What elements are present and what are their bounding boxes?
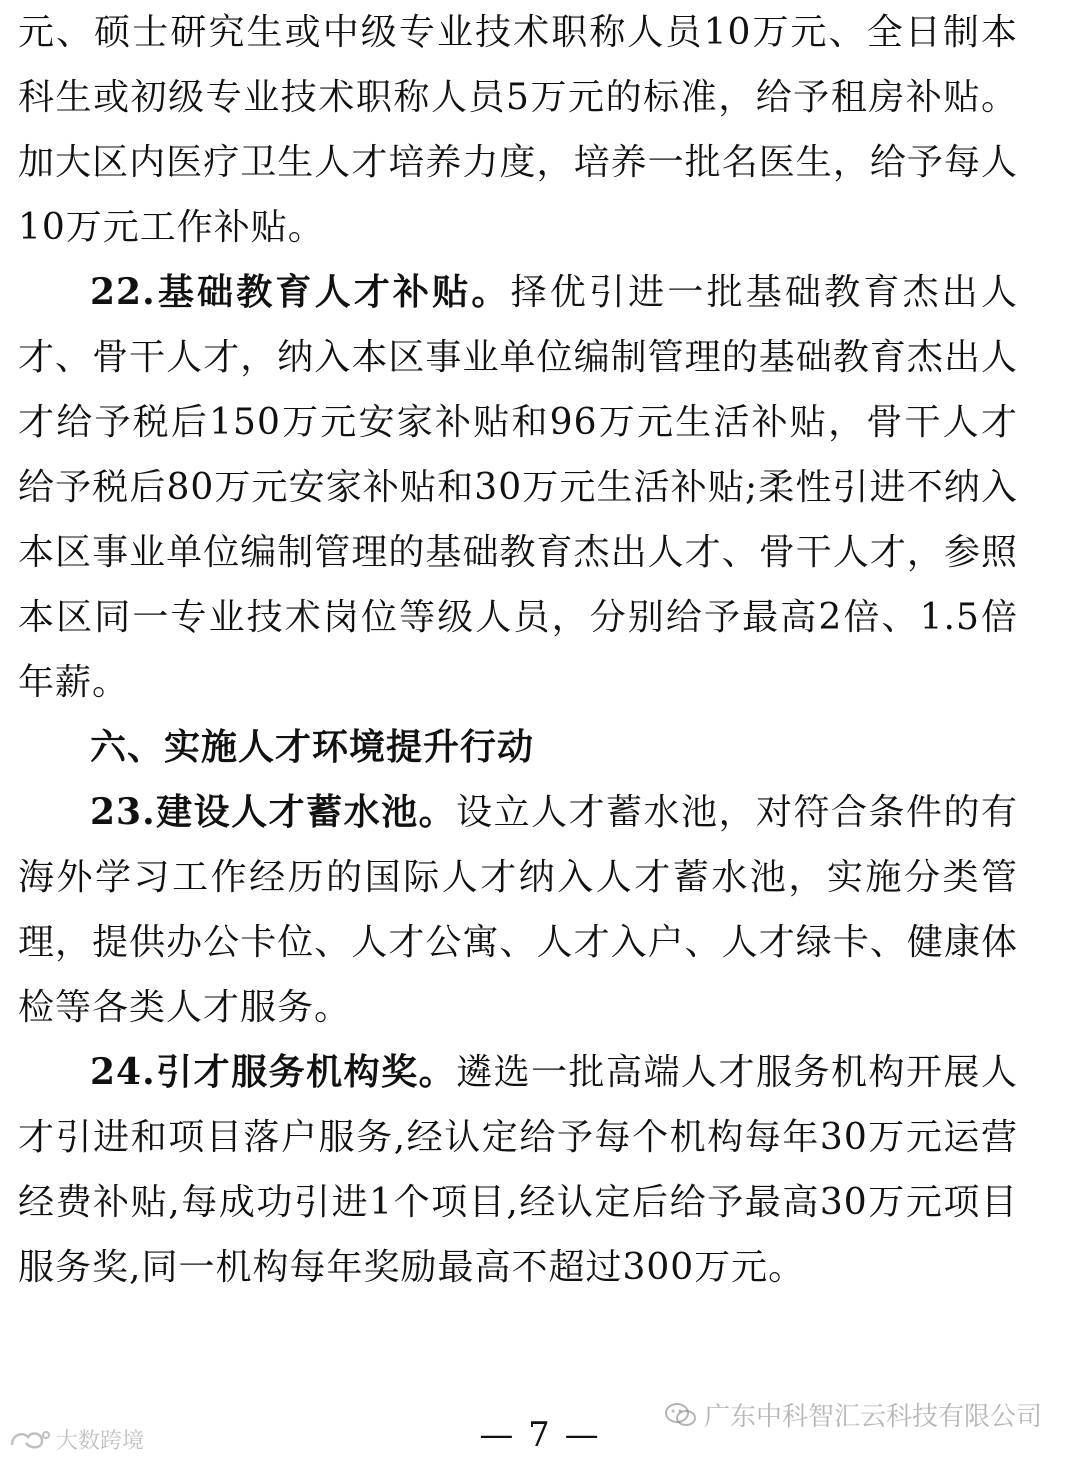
item-22-text: 择优引进一批基础教育杰出人才、骨干人才，纳入本区事业单位编制管理的基础教育杰出人才给予税后150万元安家补贴和96万元生活补贴，骨干人才给予税后80万元安家补贴和30万元生活补贴;柔性引进不纳入本区事业单位编制管理的基础教育杰出人才、骨干人才，参照本区同一专业技术岗位等级人员，分别给予最高2倍、1.5倍年薪。 bbox=[18, 272, 1018, 703]
section-heading: 六、实施人才环境提升行动 bbox=[90, 727, 535, 768]
watermark-brand-text: 大数跨境 bbox=[56, 1429, 145, 1454]
paragraph-item-24 bbox=[18, 1040, 1018, 1300]
watermark-company bbox=[664, 1396, 1042, 1433]
item-23-text: 设立人才蓄水池，对符合条件的有海外学习工作经历的国际人才纳入人才蓄水池，实施分类管理，提供办公卡位、人才公寓、人才入户、人才绿卡、健康体检等各类人才服务。 bbox=[18, 792, 1018, 1028]
item-22-heading: 22.基础教育人才补贴。 bbox=[90, 271, 511, 313]
page-number: — 7 — bbox=[479, 1415, 601, 1455]
paragraph-item-23 bbox=[18, 780, 1018, 1040]
paragraph-item-22 bbox=[18, 260, 1018, 715]
wechat-icon bbox=[664, 1401, 698, 1429]
paragraph-continued: 元、硕士研究生或中级专业技术职称人员10万元、全日制本科生或初级专业技术职称人员5万元的标准，给予租房补贴。加大区内医疗卫生人才培养力度，培养一批名医生，给予每人10万元工作补贴。 bbox=[18, 12, 1018, 248]
watermark-company-text: 广东中科智汇云科技有限公司 bbox=[703, 1402, 1042, 1432]
logo-icon bbox=[8, 1427, 52, 1453]
document-body bbox=[18, 0, 1018, 1300]
watermark-brand bbox=[8, 1424, 144, 1455]
item-24-heading: 24.引才服务机构奖。 bbox=[90, 1051, 457, 1093]
item-23-heading: 23.建设人才蓄水池。 bbox=[90, 791, 457, 833]
item-24-text: 遴选一批高端人才服务机构开展人才引进和项目落户服务,经认定给予每个机构每年30万元运营经费补贴,每成功引进1个项目,经认定后给予最高30万元项目服务奖,同一机构每年奖励最高不超过300万元。 bbox=[18, 1052, 1018, 1288]
